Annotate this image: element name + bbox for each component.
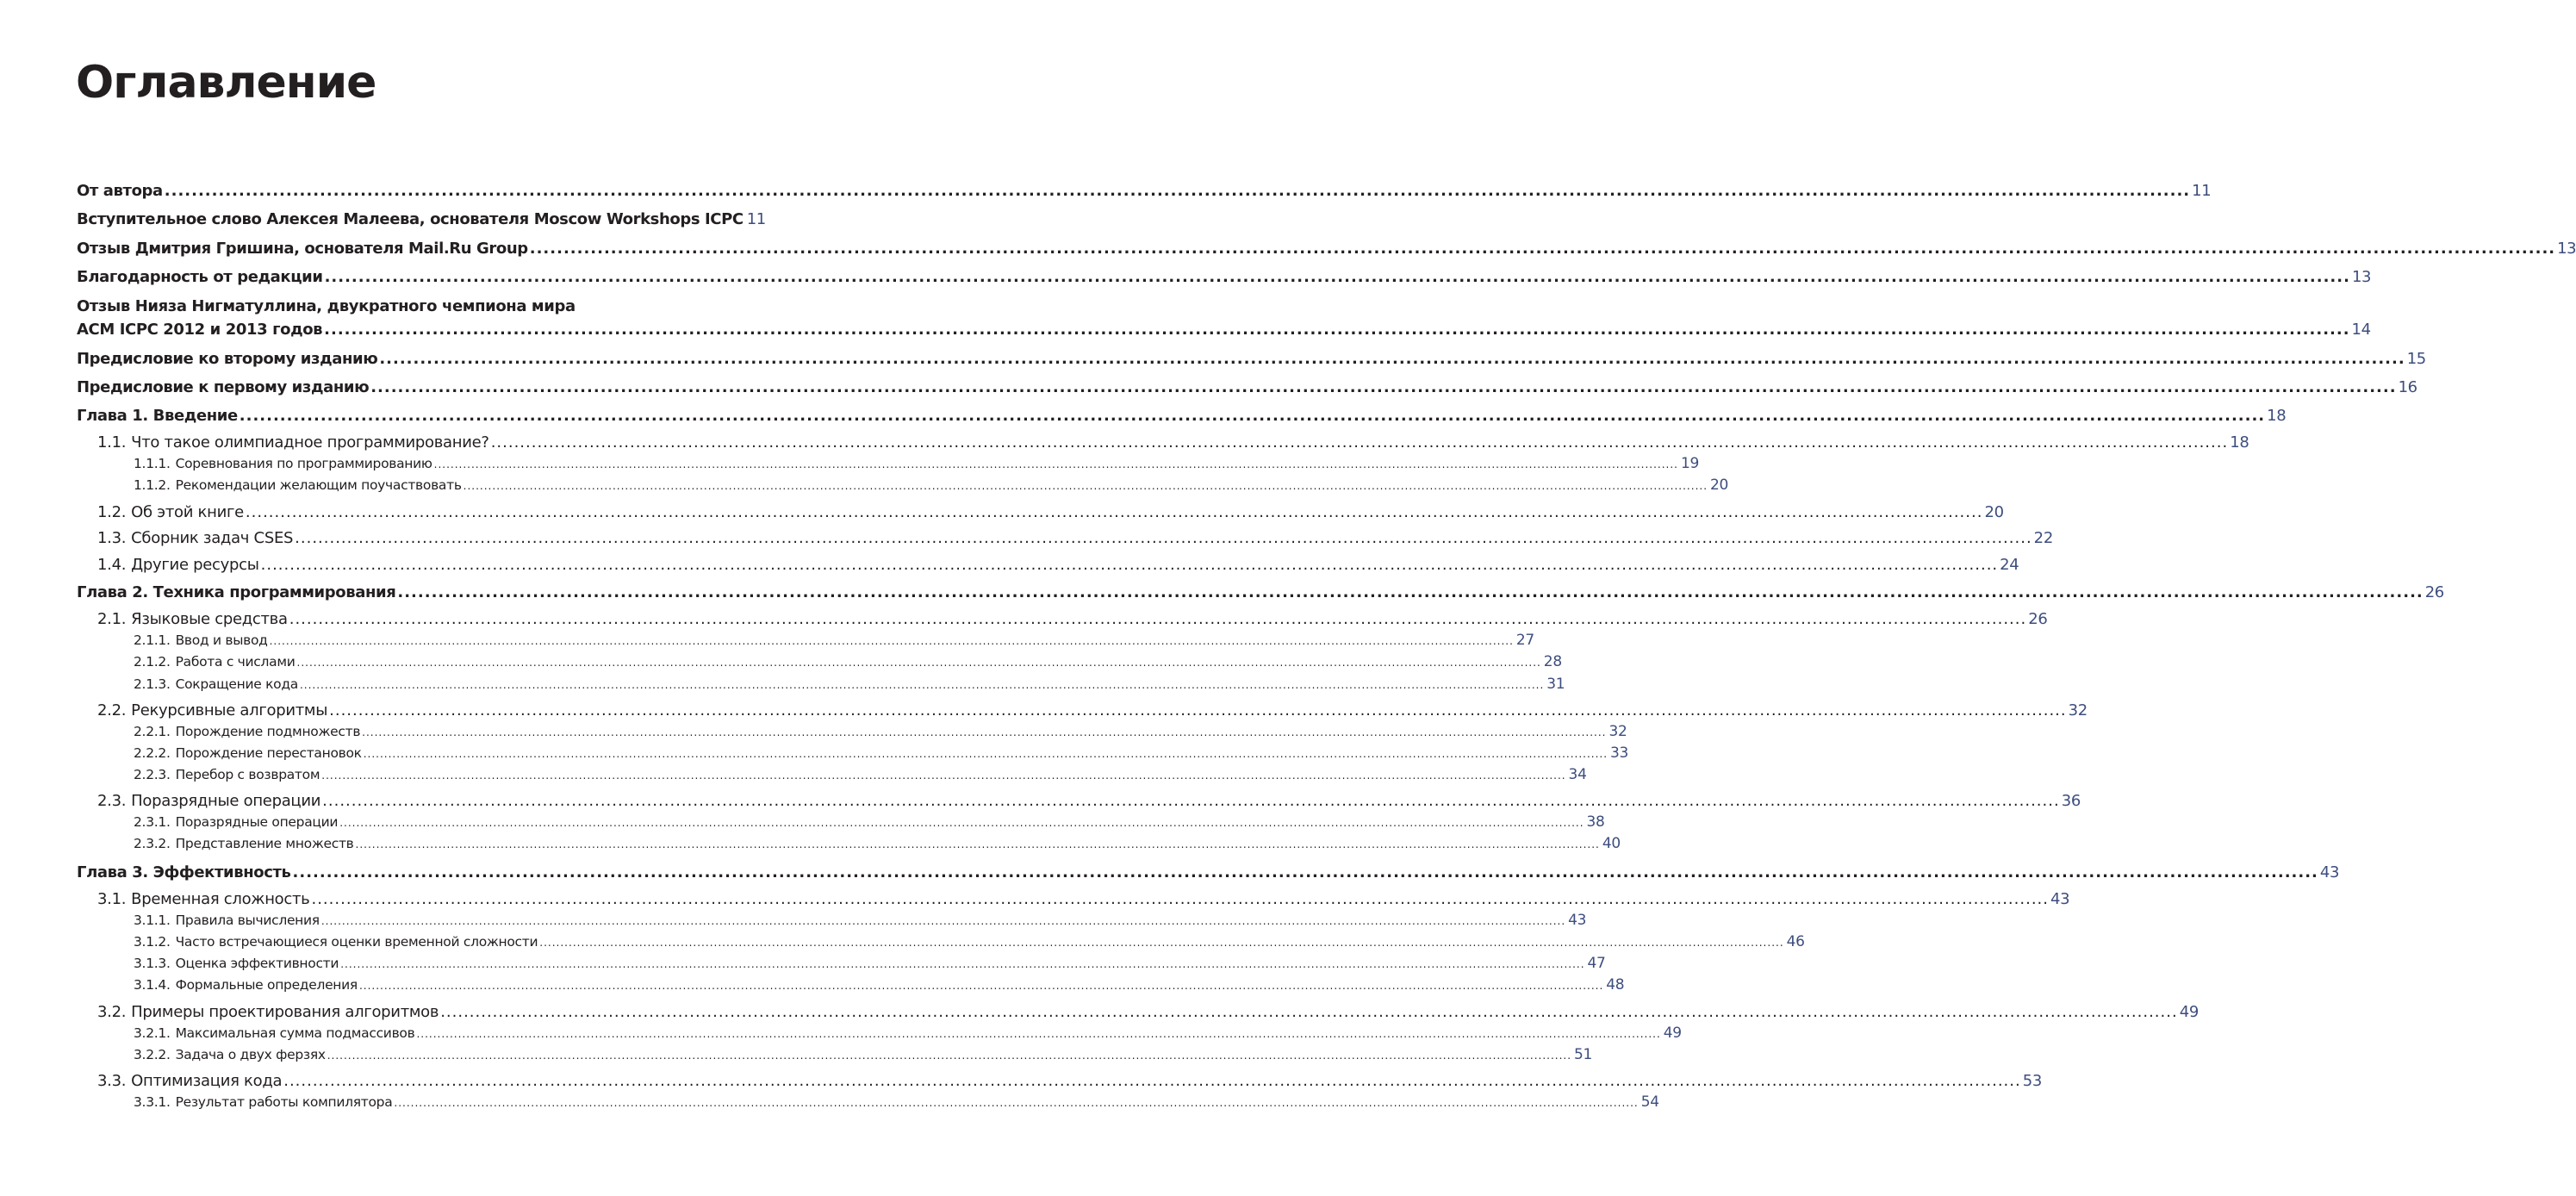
page-number[interactable]: 22 bbox=[2033, 529, 2053, 547]
page-number[interactable]: 11 bbox=[2192, 182, 2212, 200]
dot-leader: ............................................................................................................................................................................................................................................................................................................ bbox=[269, 635, 1514, 647]
toc-entry[interactable] bbox=[97, 1003, 2200, 1021]
toc-entry[interactable] bbox=[134, 477, 1729, 494]
section-number: 1.3. bbox=[97, 529, 127, 547]
section-number: 3.3. bbox=[97, 1072, 127, 1090]
dot-leader: ............................................................................................................................................................................................................................................................................................................ bbox=[260, 556, 1999, 574]
page-number[interactable]: 20 bbox=[1984, 503, 2004, 521]
page-number[interactable]: 26 bbox=[2028, 610, 2048, 628]
dot-leader: ............................................................................................................................................................................................................................................................................................................ bbox=[324, 268, 2350, 286]
dot-leader: ............................................................................................................................................................................................................................................................................................................ bbox=[363, 748, 1608, 760]
dot-leader: ............................................................................................................................................................................................................................................................................................................ bbox=[370, 378, 2397, 396]
toc-entry[interactable] bbox=[134, 632, 1534, 649]
section-title: Временная сложность bbox=[131, 890, 310, 908]
section-title: Результат работы компилятора bbox=[175, 1094, 393, 1110]
section-number: 2.1.2. bbox=[134, 654, 171, 670]
toc-entry[interactable] bbox=[97, 890, 2070, 908]
page-number[interactable]: 13 bbox=[2351, 268, 2372, 286]
section-title: Рекомендации желающим поучаствовать bbox=[175, 477, 462, 493]
page-number[interactable]: 53 bbox=[2022, 1072, 2043, 1090]
toc-entry[interactable] bbox=[97, 610, 2048, 628]
section-number: 3.2.1. bbox=[134, 1025, 171, 1041]
toc-entry[interactable] bbox=[134, 976, 1625, 994]
dot-leader: ............................................................................................................................................................................................................................................................................................................ bbox=[164, 182, 2191, 200]
section-number: 3.1. bbox=[97, 890, 127, 908]
page-number[interactable]: 28 bbox=[1543, 653, 1562, 670]
page-number[interactable]: 49 bbox=[2179, 1003, 2200, 1021]
dot-leader: ............................................................................................................................................................................................................................................................................................................ bbox=[324, 321, 2350, 339]
section-title: Ввод и вывод bbox=[175, 632, 268, 648]
dot-leader: ............................................................................................................................................................................................................................................................................................................ bbox=[327, 1050, 1572, 1062]
section-number: 2.2.3. bbox=[134, 767, 171, 782]
page-number[interactable]: 13 bbox=[2557, 240, 2576, 258]
dot-leader: ............................................................................................................................................................................................................................................................................................................ bbox=[340, 958, 1585, 970]
section-title: Представление множеств bbox=[175, 836, 354, 851]
section-number: 2.2.1. bbox=[134, 724, 171, 739]
toc-entry-title-line: Отзыв Нияза Нигматуллина, двукратного чемпиона мира bbox=[77, 297, 576, 315]
dot-leader: ............................................................................................................................................................................................................................................................................................................ bbox=[299, 679, 1545, 691]
section-number: 1.1.1. bbox=[134, 456, 171, 471]
toc-entry[interactable] bbox=[77, 240, 2576, 258]
dot-leader: ............................................................................................................................................................................................................................................................................................................ bbox=[296, 657, 1541, 669]
section-number: 1.1. bbox=[97, 433, 127, 452]
toc-entry[interactable] bbox=[77, 182, 2212, 200]
section-title: Поразрядные операции bbox=[175, 814, 339, 830]
page-number[interactable]: 40 bbox=[1602, 835, 1621, 852]
dot-leader: ............................................................................................................................................................................................................................................................................................................ bbox=[440, 1003, 2178, 1021]
dot-leader: ............................................................................................................................................................................................................................................................................................................ bbox=[463, 480, 1708, 492]
dot-leader: ............................................................................................................................................................................................................................................................................................................ bbox=[539, 937, 1784, 949]
section-number: 3.2.2. bbox=[134, 1047, 171, 1062]
toc-entry[interactable] bbox=[134, 912, 1587, 929]
dot-leader: ............................................................................................................................................................................................................................................................................................................ bbox=[397, 583, 2424, 601]
page-number[interactable]: 27 bbox=[1515, 632, 1534, 649]
section-number: 1.1.2. bbox=[134, 477, 171, 493]
dot-leader: ............................................................................................................................................................................................................................................................................................................ bbox=[289, 610, 2027, 628]
page-number[interactable]: 34 bbox=[1568, 766, 1587, 783]
toc-entry[interactable] bbox=[97, 1072, 2043, 1090]
dot-leader: ............................................................................................................................................................................................................................................................................................................ bbox=[239, 407, 2266, 425]
dot-leader: ............................................................................................................................................................................................................................................................................................................ bbox=[283, 1072, 2021, 1090]
section-number: 2.2.2. bbox=[134, 745, 171, 761]
toc-entry[interactable] bbox=[134, 455, 1699, 472]
section-number: 2.1.1. bbox=[134, 632, 171, 648]
dot-leader: ............................................................................................................................................................................................................................................................................................................ bbox=[490, 433, 2229, 452]
toc-entry[interactable] bbox=[77, 268, 2372, 286]
page-number[interactable]: 11 bbox=[746, 210, 766, 228]
dot-leader: ............................................................................................................................................................................................................................................................................................................ bbox=[355, 838, 1600, 850]
page-number[interactable]: 20 bbox=[1709, 477, 1729, 494]
page-number[interactable]: 49 bbox=[1663, 1025, 1682, 1042]
toc-entry[interactable] bbox=[134, 1093, 1659, 1111]
section-number: 2.3.1. bbox=[134, 814, 171, 830]
page-number[interactable]: 26 bbox=[2424, 583, 2444, 601]
page-number[interactable]: 31 bbox=[1546, 676, 1565, 693]
section-title: Что такое олимпиадное программирование? bbox=[131, 433, 489, 452]
page-number[interactable]: 36 bbox=[2061, 792, 2081, 810]
dot-leader: ............................................................................................................................................................................................................................................................................................................ bbox=[339, 817, 1584, 829]
toc-entry[interactable] bbox=[77, 583, 2444, 601]
page-number[interactable]: 47 bbox=[1587, 955, 1606, 972]
dot-leader: ............................................................................................................................................................................................................................................................................................................ bbox=[358, 980, 1604, 992]
page-number[interactable]: 19 bbox=[1680, 455, 1699, 472]
section-title: Вступительное слово Алексея Малеева, основателя Moscow Workshops ICPC bbox=[77, 210, 744, 228]
section-number: 3.3.1. bbox=[134, 1094, 171, 1110]
dot-leader: ............................................................................................................................................................................................................................................................................................................ bbox=[529, 240, 2556, 258]
section-title: Работа с числами bbox=[175, 654, 296, 670]
page-title: Оглавление bbox=[76, 57, 376, 109]
toc-entry[interactable] bbox=[134, 1025, 1682, 1042]
section-number: 2.2. bbox=[97, 701, 127, 719]
section-title: Глава 3. Эффективность bbox=[77, 863, 291, 881]
dot-leader: ............................................................................................................................................................................................................................................................................................................ bbox=[321, 769, 1566, 782]
toc-entry[interactable] bbox=[97, 503, 2004, 521]
section-title: Об этой книге bbox=[131, 503, 244, 521]
page-number[interactable]: 32 bbox=[2068, 701, 2088, 719]
toc-entry[interactable] bbox=[134, 1046, 1593, 1063]
dot-leader: ............................................................................................................................................................................................................................................................................................................ bbox=[245, 503, 1983, 521]
toc-entry[interactable] bbox=[134, 676, 1565, 693]
section-number: 2.3.2. bbox=[134, 836, 171, 851]
dot-leader: ............................................................................................................................................................................................................................................................................................................ bbox=[295, 529, 2032, 547]
section-title: Оптимизация кода bbox=[131, 1072, 283, 1090]
dot-leader: ............................................................................................................................................................................................................................................................................................................ bbox=[433, 458, 1678, 470]
toc-entry[interactable] bbox=[134, 835, 1621, 852]
section-title: ACM ICPC 2012 и 2013 годов bbox=[77, 321, 323, 339]
section-number: 1.4. bbox=[97, 556, 127, 574]
section-title: Рекурсивные алгоритмы bbox=[131, 701, 328, 719]
section-number: 2.1. bbox=[97, 610, 127, 628]
section-title: Поразрядные операции bbox=[131, 792, 321, 810]
page-number[interactable]: 18 bbox=[2267, 407, 2287, 425]
section-number: 2.1.3. bbox=[134, 676, 171, 692]
toc-entry[interactable] bbox=[97, 556, 2019, 574]
section-title: Сокращение кода bbox=[175, 676, 298, 692]
page-number[interactable]: 16 bbox=[2398, 378, 2417, 396]
dot-leader: ............................................................................................................................................................................................................................................................................................................ bbox=[379, 350, 2405, 368]
page-number[interactable]: 46 bbox=[1786, 933, 1805, 950]
page-number[interactable]: 51 bbox=[1574, 1046, 1593, 1063]
section-title: Отзыв Дмитрия Гришина, основателя Mail.Ru Group bbox=[77, 240, 528, 258]
dot-leader: ............................................................................................................................................................................................................................................................................................................ bbox=[322, 792, 2060, 810]
section-title: Благодарность от редакции bbox=[77, 268, 323, 286]
toc-entry[interactable] bbox=[134, 933, 1805, 950]
section-title: Примеры проектирования алгоритмов bbox=[131, 1003, 439, 1021]
page-number[interactable]: 15 bbox=[2406, 350, 2426, 368]
toc-entry[interactable] bbox=[134, 744, 1629, 762]
toc-entry[interactable] bbox=[97, 433, 2249, 452]
toc-entry[interactable] bbox=[134, 955, 1606, 972]
section-title: Правила вычисления bbox=[175, 913, 320, 928]
section-title: Порождение подмножеств bbox=[175, 724, 361, 739]
page-number[interactable]: 43 bbox=[2050, 890, 2070, 908]
section-number: 2.3. bbox=[97, 792, 127, 810]
dot-leader: ............................................................................................................................................................................................................................................................................................................ bbox=[394, 1097, 1639, 1109]
section-number: 3.1.2. bbox=[134, 934, 171, 950]
toc-entry[interactable] bbox=[77, 210, 766, 228]
section-title: Формальные определения bbox=[175, 977, 358, 993]
page-number[interactable]: 32 bbox=[1608, 723, 1627, 740]
toc-entry[interactable] bbox=[77, 350, 2426, 368]
section-title: Порождение перестановок bbox=[175, 745, 362, 761]
dot-leader: ............................................................................................................................................................................................................................................................................................................ bbox=[362, 726, 1607, 738]
section-number: 3.1.4. bbox=[134, 977, 171, 993]
section-title: Задача о двух ферзях bbox=[175, 1047, 326, 1062]
section-number: 3.2. bbox=[97, 1003, 127, 1021]
section-title: От автора bbox=[77, 182, 163, 200]
toc-entry[interactable] bbox=[77, 378, 2417, 396]
page-number[interactable]: 48 bbox=[1606, 976, 1625, 994]
dot-leader: ............................................................................................................................................................................................................................................................................................................ bbox=[416, 1028, 1661, 1040]
section-title: Сборник задач CSES bbox=[131, 529, 294, 547]
section-title: Часто встречающиеся оценки временной сложности bbox=[175, 934, 538, 950]
page-number[interactable]: 33 bbox=[1610, 744, 1629, 762]
page-number[interactable]: 18 bbox=[2230, 433, 2249, 452]
toc-entry[interactable] bbox=[97, 529, 2053, 547]
section-title: Перебор с возвратом bbox=[175, 767, 320, 782]
page-number[interactable]: 43 bbox=[1568, 912, 1587, 929]
section-title: Оценка эффективности bbox=[175, 956, 339, 971]
toc-entry[interactable] bbox=[77, 407, 2287, 425]
section-number: 3.1.3. bbox=[134, 956, 171, 971]
page-number[interactable]: 14 bbox=[2351, 321, 2371, 339]
dot-leader: ............................................................................................................................................................................................................................................................................................................ bbox=[292, 863, 2318, 881]
section-title: Соревнования по программированию bbox=[175, 456, 432, 471]
section-title: Глава 2. Техника программирования bbox=[77, 583, 396, 601]
toc-entry[interactable] bbox=[134, 813, 1605, 831]
section-title: Максимальная сумма подмассивов bbox=[175, 1025, 415, 1041]
dot-leader: ............................................................................................................................................................................................................................................................................................................ bbox=[329, 701, 2067, 719]
toc-entry[interactable] bbox=[134, 653, 1562, 670]
toc-entry[interactable] bbox=[77, 321, 2371, 339]
page-number[interactable]: 38 bbox=[1586, 813, 1605, 831]
section-title: Глава 1. Введение bbox=[77, 407, 238, 425]
toc-entry[interactable] bbox=[97, 792, 2081, 810]
section-title: Предисловие ко второму изданию bbox=[77, 350, 378, 368]
toc-entry[interactable] bbox=[134, 723, 1627, 740]
toc-entry[interactable] bbox=[134, 766, 1587, 783]
toc-entry[interactable] bbox=[77, 863, 2339, 881]
toc-entry[interactable] bbox=[97, 701, 2088, 719]
section-number: 1.2. bbox=[97, 503, 127, 521]
section-title: Предисловие к первому изданию bbox=[77, 378, 370, 396]
page-number[interactable]: 54 bbox=[1640, 1093, 1659, 1111]
page-number[interactable]: 24 bbox=[2000, 556, 2019, 574]
section-number: 3.1.1. bbox=[134, 913, 171, 928]
dot-leader: ............................................................................................................................................................................................................................................................................................................ bbox=[320, 915, 1566, 927]
section-title: Другие ресурсы bbox=[131, 556, 259, 574]
section-title: Языковые средства bbox=[131, 610, 288, 628]
page-number[interactable]: 43 bbox=[2319, 863, 2339, 881]
dot-leader: ............................................................................................................................................................................................................................................................................................................ bbox=[311, 890, 2049, 908]
